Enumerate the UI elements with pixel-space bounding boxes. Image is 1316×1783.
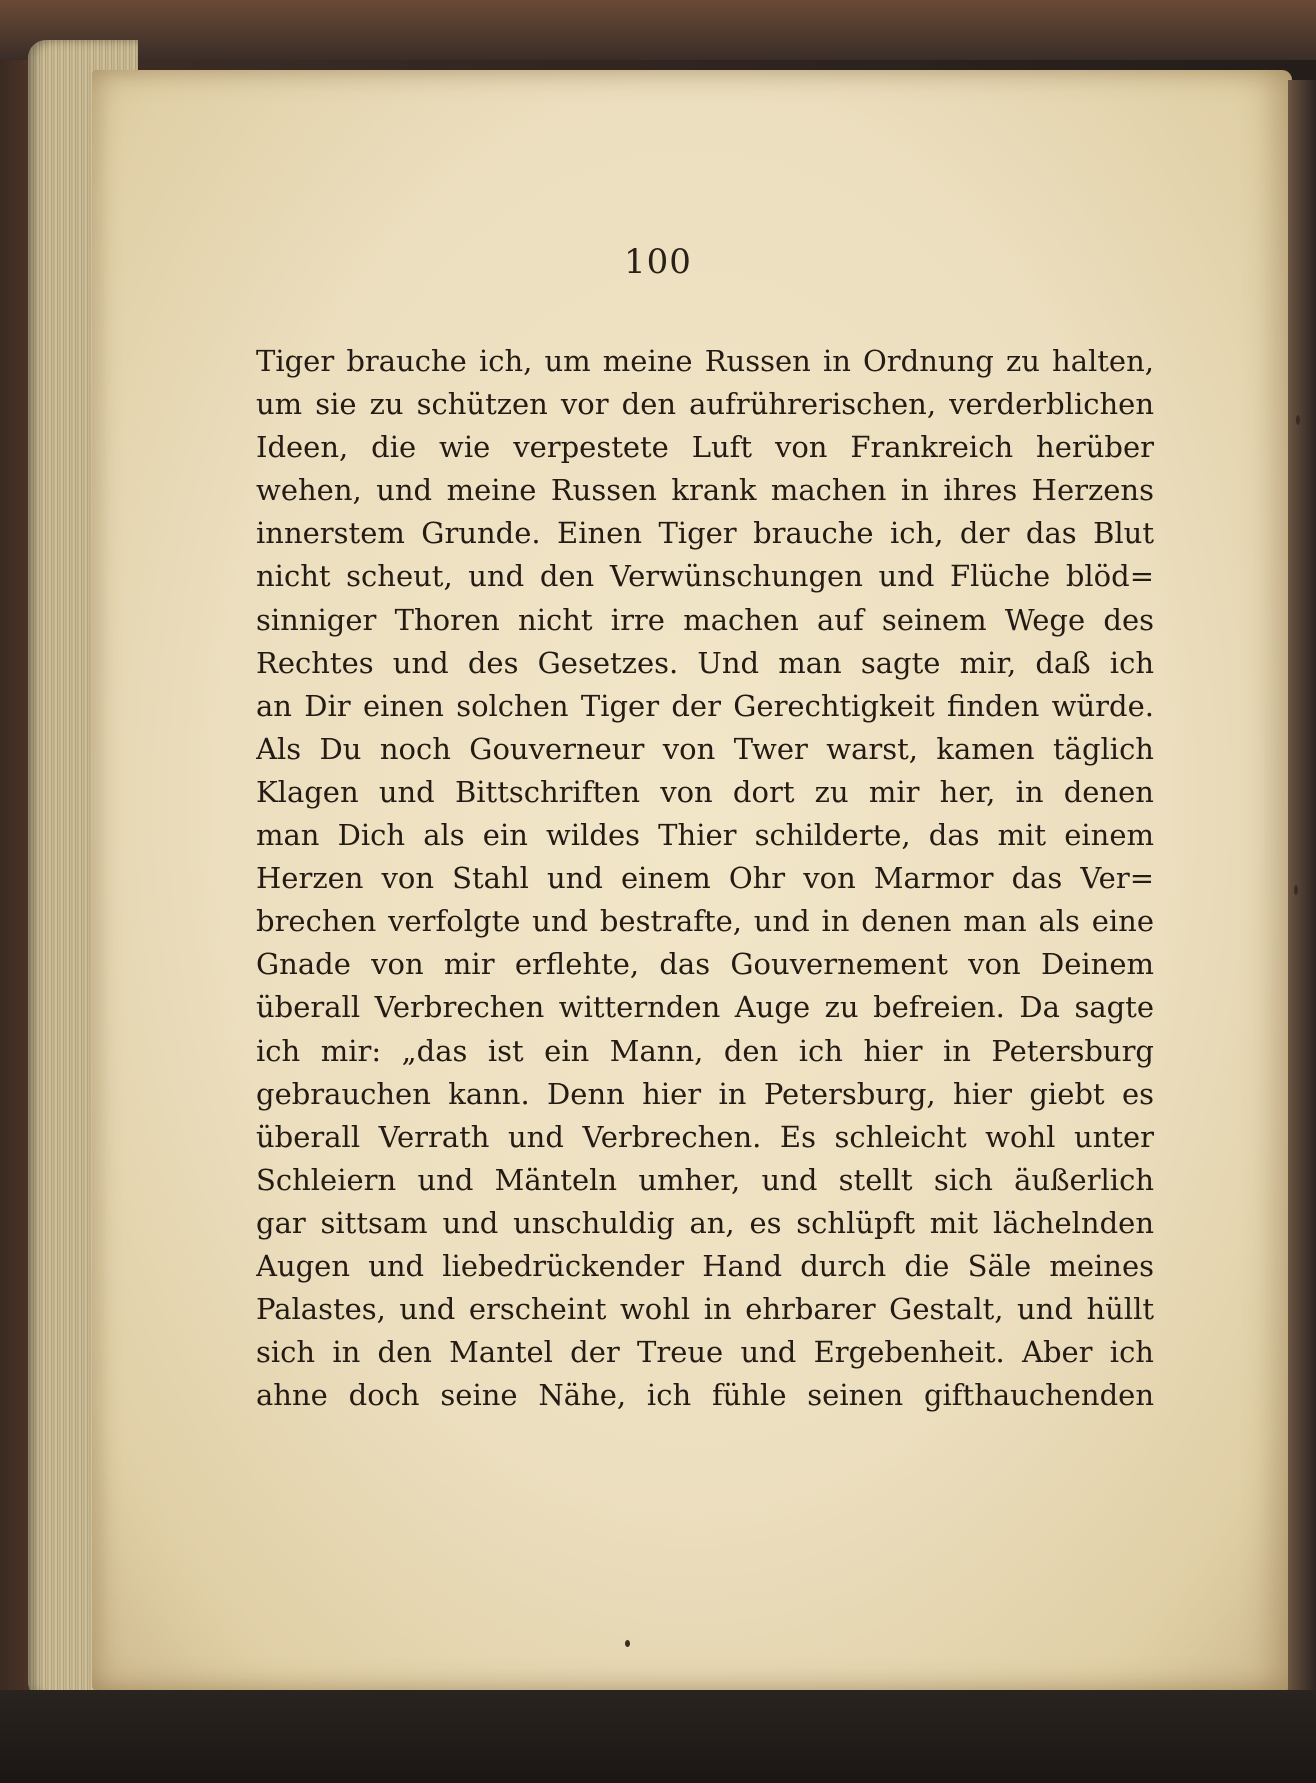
text-line: Augen und liebedrückender Hand durch die Säle meines — [256, 1248, 1154, 1283]
text-line: ahne doch seine Nähe, ich fühle seinen gifthauchenden — [256, 1378, 1154, 1413]
text-line: gar sittsam und unschuldig an, es schlüpft mit lächelnden — [256, 1205, 1154, 1240]
text-line: innerstem Grunde. Einen Tiger brauche ich, der das Blut — [256, 516, 1154, 551]
text-line: gebrauchen kann. Denn hier in Petersburg, hier giebt es — [256, 1076, 1154, 1111]
text-line: nicht scheut, und den Verwünschungen und Flüche blöd= — [256, 559, 1154, 594]
text-line: Schleiern und Mänteln umher, und stellt sich äußerlich — [256, 1162, 1154, 1197]
paper-speck — [625, 1640, 630, 1647]
text-line: Ideen, die wie verpestete Luft von Frankreich herüber — [256, 430, 1154, 465]
text-line: ich mir: „das ist ein Mann, den ich hier in Petersburg — [256, 1033, 1154, 1068]
text-line: um sie zu schützen vor den aufrührerischen, verderblichen — [256, 387, 1154, 422]
text-line: sich in den Mantel der Treue und Ergebenheit. Aber ich — [256, 1335, 1154, 1370]
text-line: überall Verbrechen witternden Auge zu befreien. Da sagte — [256, 990, 1154, 1025]
text-line: sinniger Thoren nicht irre machen auf seinem Wege des — [256, 602, 1154, 637]
paper-speck — [1294, 885, 1298, 895]
text-line: Herzen von Stahl und einem Ohr von Marmor das Ver= — [256, 861, 1154, 896]
page-number: 100 — [624, 242, 692, 282]
book-bottom-edge — [0, 1690, 1316, 1783]
text-line: Rechtes und des Gesetzes. Und man sagte mir, daß ich — [256, 645, 1154, 680]
text-line: wehen, und meine Russen krank machen in ihres Herzens — [256, 473, 1154, 508]
page-gutter — [1288, 80, 1316, 1700]
paper-speck — [1296, 415, 1300, 425]
text-line: Tiger brauche ich, um meine Russen in Ordnung zu halten, — [256, 344, 1154, 378]
body-text — [256, 340, 1154, 1417]
text-line: an Dir einen solchen Tiger der Gerechtigkeit finden würde. — [256, 688, 1154, 723]
text-line: Gnade von mir erflehte, das Gouvernement von Deinem — [256, 947, 1154, 982]
text-line: Palastes, und erscheint wohl in ehrbarer Gestalt, und hüllt — [256, 1292, 1154, 1327]
text-line: man Dich als ein wildes Thier schilderte, das mit einem — [256, 818, 1154, 853]
text-line: Als Du noch Gouverneur von Twer warst, kamen täglich — [256, 731, 1154, 766]
text-line: überall Verrath und Verbrechen. Es schleicht wohl unter — [256, 1119, 1154, 1154]
book-cover-top — [0, 0, 1316, 60]
text-line: Klagen und Bittschriften von dort zu mir her, in denen — [256, 774, 1154, 809]
text-line: brechen verfolgte und bestrafte, und in denen man als eine — [256, 904, 1154, 939]
